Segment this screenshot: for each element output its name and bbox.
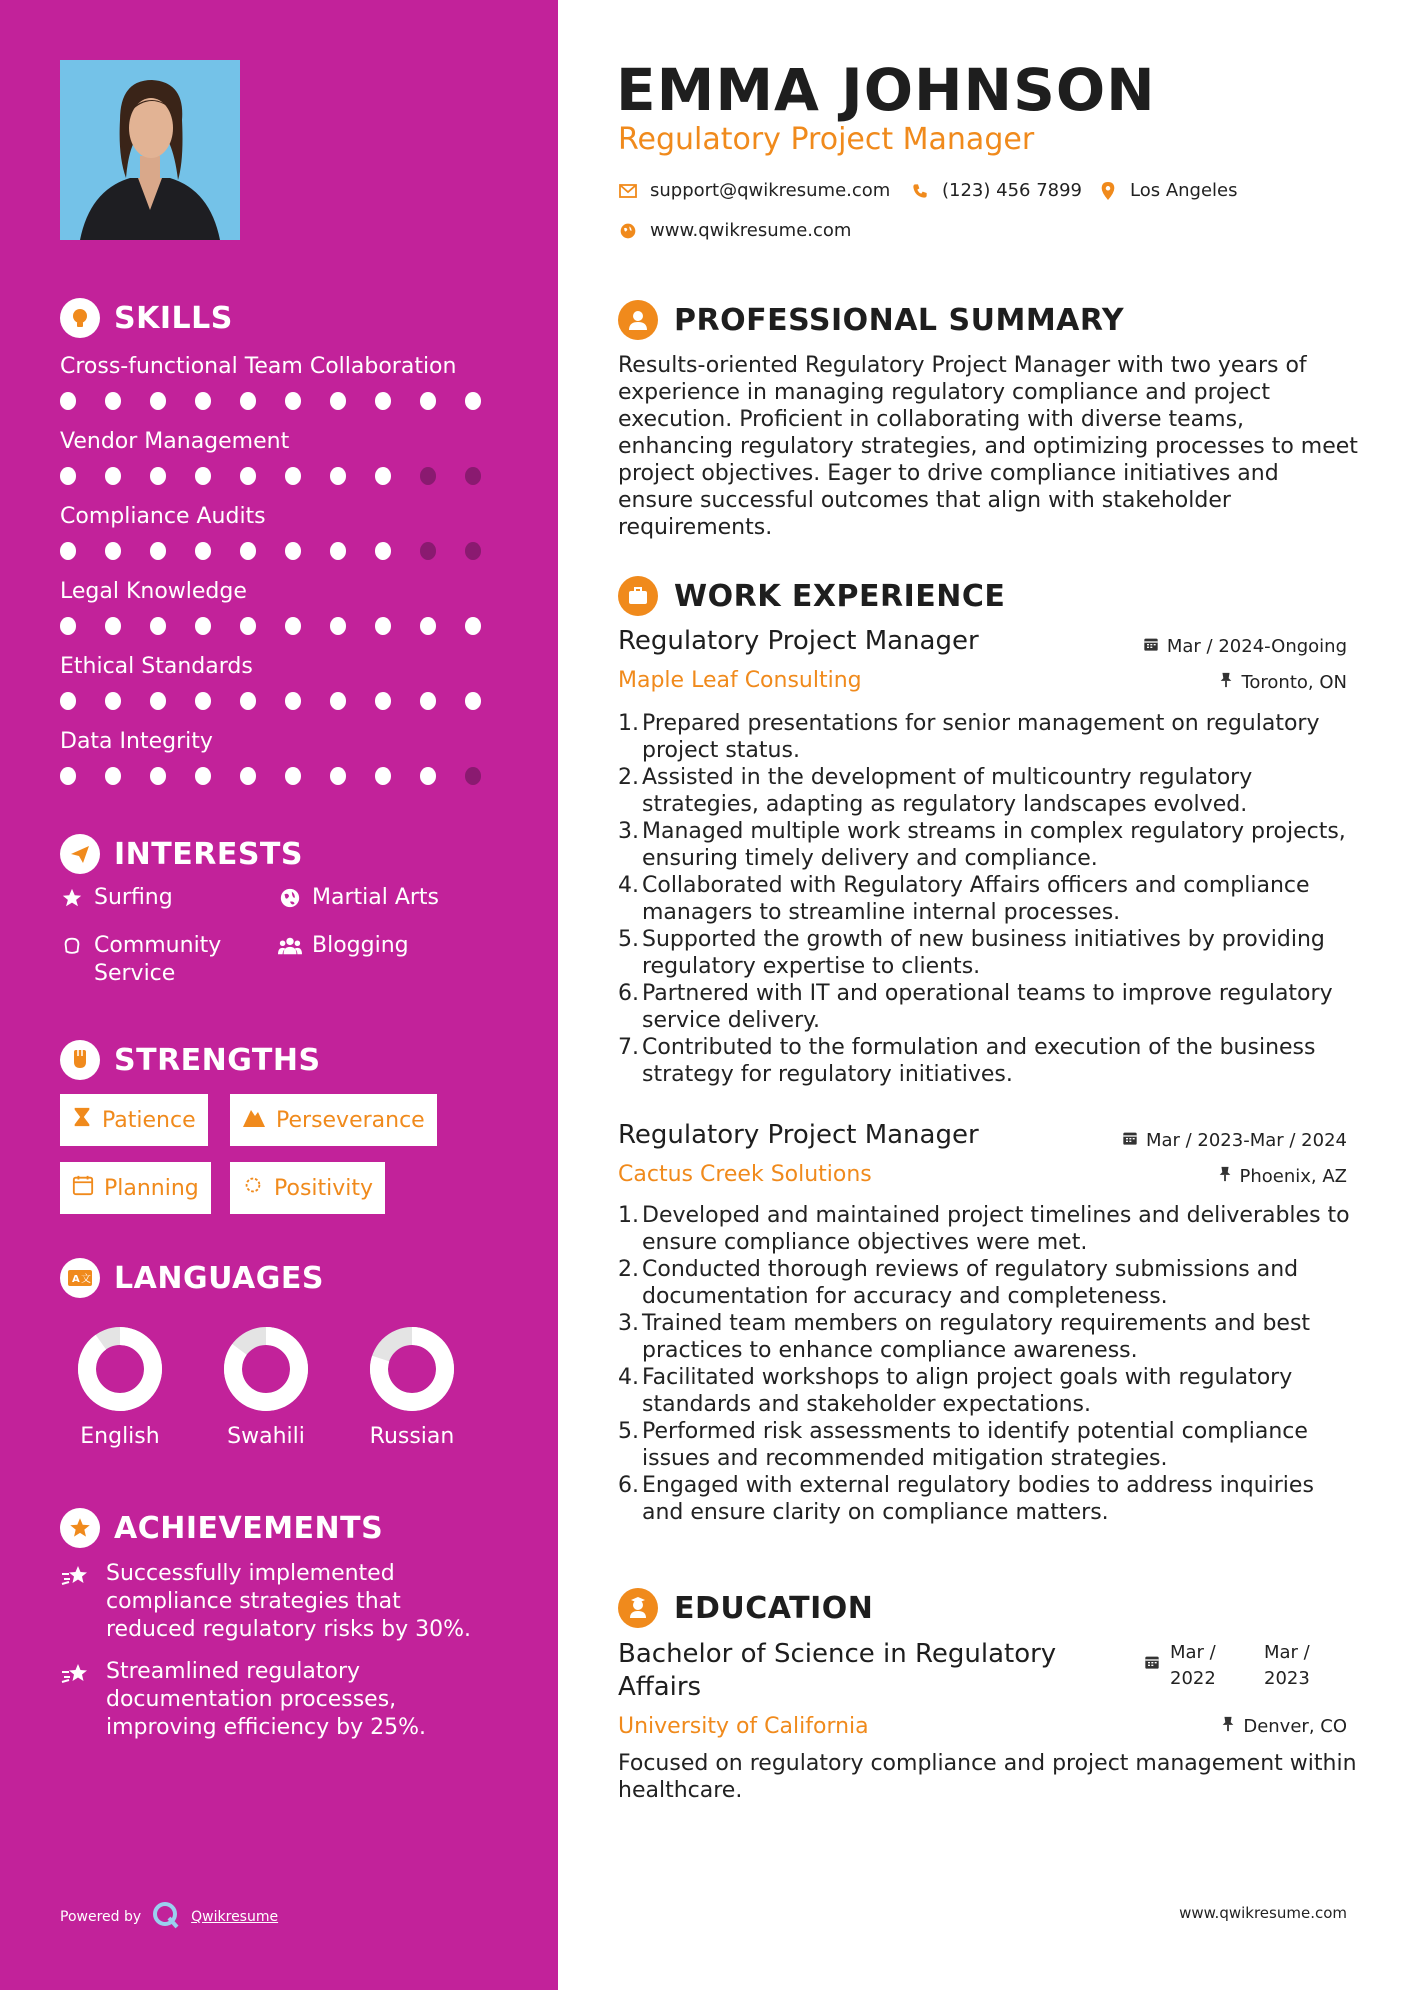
contact-phone[interactable]: (123) 456 7899 — [910, 180, 1082, 201]
rating-dot — [465, 542, 481, 560]
svg-text:文: 文 — [81, 1274, 91, 1285]
list-number: 1. — [618, 1203, 639, 1228]
rating-dot — [465, 392, 481, 410]
star-badge-icon — [60, 1508, 100, 1548]
list-number: 2. — [618, 1257, 639, 1282]
rating-dot — [150, 392, 166, 410]
list-text: Managed multiple work streams in complex regulatory projects, ensuring timely delivery and compliance. — [642, 819, 1346, 871]
language-level-ring — [367, 1324, 457, 1414]
rating-dot — [285, 467, 301, 485]
rating-dot — [105, 692, 121, 710]
briefcase-icon — [618, 576, 658, 616]
list-number: 4. — [618, 1365, 639, 1390]
list-number: 3. — [618, 819, 639, 844]
phone-icon — [910, 181, 930, 201]
rating-dot — [465, 767, 481, 785]
paper-plane-icon — [60, 834, 100, 874]
rating-dot — [285, 392, 301, 410]
education-location: Denver, CO — [1221, 1716, 1347, 1737]
skill-name: Ethical Standards — [60, 654, 253, 679]
rating-dot — [330, 542, 346, 560]
globe-icon — [278, 884, 302, 912]
fist-icon — [60, 1040, 100, 1080]
list-number: 4. — [618, 873, 639, 898]
language-level-ring — [75, 1324, 165, 1414]
language-item — [352, 1324, 472, 1449]
map-pin-icon — [1098, 181, 1118, 201]
list-number: 2. — [618, 765, 639, 790]
rating-dot — [465, 467, 481, 485]
job-location: Toronto, ON — [1219, 672, 1347, 693]
rating-dot — [195, 692, 211, 710]
list-item — [618, 1364, 1358, 1418]
rating-dot — [420, 692, 436, 710]
rating-dot — [105, 542, 121, 560]
list-item — [618, 980, 1358, 1034]
svg-text:A: A — [72, 1274, 80, 1285]
list-item — [618, 710, 1358, 764]
hand-icon — [60, 932, 84, 960]
list-text: Partnered with IT and operational teams to improve regulatory service delivery. — [642, 981, 1333, 1033]
skill-item — [60, 354, 510, 410]
rating-dot — [420, 467, 436, 485]
rating-dot — [105, 467, 121, 485]
rating-dot — [105, 767, 121, 785]
language-name: Russian — [369, 1424, 455, 1449]
sun-icon — [242, 1174, 264, 1202]
rating-dot — [375, 467, 391, 485]
skill-name: Compliance Audits — [60, 504, 266, 529]
skill-item — [60, 579, 510, 635]
brand-link[interactable]: Qwikresume — [191, 1909, 279, 1925]
education-description: Focused on regulatory compliance and project management within healthcare. — [618, 1751, 1357, 1803]
language-icon — [60, 1258, 100, 1298]
rating-dot — [375, 617, 391, 635]
contact-location: Los Angeles — [1098, 180, 1238, 201]
list-item — [618, 818, 1358, 872]
rating-dot — [195, 542, 211, 560]
rating-dot — [240, 692, 256, 710]
main-content — [558, 0, 1407, 1990]
skill-item — [60, 504, 510, 560]
education-heading: EDUCATION — [618, 1588, 873, 1628]
rating-dot — [375, 542, 391, 560]
skill-item — [60, 429, 510, 485]
summary-text: Results-oriented Regulatory Project Manager with two years of experience in managing regulatory compliance and project execution. Proficient in collaborating with diverse teams, enhancing regulatory strategies, and optimizing processes to meet project objectives. Eager to drive compliance initiatives and ensure successful outcomes that align with stakeholder requirements. — [618, 353, 1358, 540]
list-text: Assisted in the development of multicountry regulatory strategies, adapting as regulatory landscapes evolved. — [642, 765, 1253, 817]
shooting-star-icon — [60, 1560, 92, 1592]
skill-rating — [60, 692, 510, 710]
language-item — [206, 1324, 326, 1449]
job-dates: Mar / 2023-Mar / 2024 — [1122, 1130, 1347, 1151]
user-icon — [618, 300, 658, 340]
rating-dot — [465, 617, 481, 635]
interests-heading: INTERESTS — [60, 834, 303, 874]
skill-rating — [60, 617, 510, 635]
strengths-heading: STRENGTHS — [60, 1040, 321, 1080]
list-number: 5. — [618, 1419, 639, 1444]
rating-dot — [150, 767, 166, 785]
list-text: Engaged with external regulatory bodies to address inquiries and ensure clarity on compliance matters. — [642, 1473, 1314, 1525]
rating-dot — [60, 392, 76, 410]
list-number: 6. — [618, 1473, 639, 1498]
rating-dot — [285, 692, 301, 710]
skill-rating — [60, 467, 510, 485]
list-text: Collaborated with Regulatory Affairs officers and compliance managers to streamline internal processes. — [642, 873, 1310, 925]
strength-badge: Positivity — [230, 1162, 385, 1214]
footer-url[interactable]: www.qwikresume.com — [1179, 1904, 1347, 1922]
skill-rating — [60, 542, 510, 560]
degree-title: Bachelor of Science in Regulatory Affairs — [618, 1639, 1057, 1702]
contact-website[interactable]: www.qwikresume.com — [618, 220, 851, 241]
candidate-name: EMMA JOHNSON — [616, 56, 1156, 124]
contact-email[interactable]: support@qwikresume.com — [618, 180, 890, 201]
rating-dot — [105, 392, 121, 410]
star-icon — [60, 884, 84, 912]
envelope-icon — [618, 181, 638, 201]
pushpin-icon — [1218, 1166, 1232, 1187]
interest-item: Martial Arts — [278, 884, 439, 912]
list-text: Trained team members on regulatory requirements and best practices to enhance compliance awareness. — [642, 1311, 1311, 1363]
skill-name: Vendor Management — [60, 429, 290, 454]
list-text: Supported the growth of new business initiatives by providing regulatory expertise to clients. — [642, 927, 1325, 979]
job-responsibilities — [618, 1202, 1358, 1526]
list-item — [618, 1418, 1358, 1472]
rating-dot — [240, 617, 256, 635]
achievements-heading: ACHIEVEMENTS — [60, 1508, 383, 1548]
list-text: Facilitated workshops to align project goals with regulatory standards and stakeholder expectations. — [642, 1365, 1293, 1417]
rating-dot — [195, 467, 211, 485]
experience-heading: WORK EXPERIENCE — [618, 576, 1005, 616]
rating-dot — [105, 617, 121, 635]
skill-name: Cross-functional Team Collaboration — [60, 354, 457, 379]
summary-heading: PROFESSIONAL SUMMARY — [618, 300, 1124, 340]
strength-badge: Planning — [60, 1162, 211, 1214]
list-item — [618, 1202, 1358, 1256]
skill-name: Data Integrity — [60, 729, 213, 754]
rating-dot — [60, 767, 76, 785]
rating-dot — [375, 767, 391, 785]
rating-dot — [150, 692, 166, 710]
interest-item: Community Service — [60, 932, 260, 988]
rating-dot — [60, 467, 76, 485]
globe-icon — [618, 221, 638, 241]
job-dates: Mar / 2024-Ongoing — [1143, 636, 1347, 657]
list-text: Conducted thorough reviews of regulatory submissions and documentation for accuracy and completeness. — [642, 1257, 1299, 1309]
languages-heading: A 文 LANGUAGES — [60, 1258, 324, 1298]
skill-rating — [60, 392, 510, 410]
company-name: Maple Leaf Consulting — [618, 668, 862, 693]
lightbulb-icon — [60, 298, 100, 338]
rating-dot — [240, 467, 256, 485]
education-start: Mar / 2022 — [1170, 1642, 1216, 1689]
list-item — [618, 764, 1358, 818]
rating-dot — [420, 392, 436, 410]
graduate-icon — [618, 1588, 658, 1628]
language-level-ring — [221, 1324, 311, 1414]
candidate-role: Regulatory Project Manager — [618, 122, 1035, 157]
job-responsibilities — [618, 710, 1358, 1088]
skill-rating — [60, 767, 510, 785]
qwikresume-logo-icon — [151, 1900, 181, 1934]
shooting-star-icon — [60, 1658, 92, 1690]
pushpin-icon — [1221, 1716, 1235, 1737]
skills-heading: SKILLS — [60, 298, 233, 338]
list-text: Contributed to the formulation and execution of the business strategy for regulatory initiatives. — [642, 1035, 1316, 1087]
strength-badge: Patience — [60, 1094, 208, 1146]
list-text: Developed and maintained project timelines and deliverables to ensure compliance objectives were met. — [642, 1203, 1350, 1255]
language-name: Swahili — [227, 1424, 305, 1449]
skill-item — [60, 729, 510, 785]
list-item — [618, 1256, 1358, 1310]
company-name: Cactus Creek Solutions — [618, 1162, 872, 1187]
rating-dot — [420, 617, 436, 635]
rating-dot — [195, 392, 211, 410]
powered-by: Powered by Qwikresume — [60, 1900, 278, 1934]
rating-dot — [330, 467, 346, 485]
rating-dot — [285, 542, 301, 560]
rating-dot — [195, 617, 211, 635]
skill-name: Legal Knowledge — [60, 579, 247, 604]
list-number: 7. — [618, 1035, 639, 1060]
list-number: 3. — [618, 1311, 639, 1336]
rating-dot — [420, 767, 436, 785]
achievement-item: Successfully implemented compliance strategies that reduced regulatory risks by 30%. — [60, 1560, 480, 1644]
rating-dot — [285, 617, 301, 635]
list-number: 5. — [618, 927, 639, 952]
rating-dot — [330, 392, 346, 410]
ring-fill — [87, 1336, 153, 1402]
rating-dot — [465, 692, 481, 710]
language-name: English — [80, 1424, 160, 1449]
rating-dot — [375, 692, 391, 710]
calendar-icon — [1144, 1654, 1160, 1674]
mountain-icon — [242, 1106, 266, 1134]
list-text: Prepared presentations for senior management on regulatory project status. — [642, 711, 1320, 763]
language-item — [60, 1324, 180, 1449]
profile-photo — [60, 60, 240, 240]
rating-dot — [150, 542, 166, 560]
rating-dot — [240, 542, 256, 560]
list-item — [618, 1034, 1358, 1088]
achievement-item: Streamlined regulatory documentation processes, improving efficiency by 25%. — [60, 1658, 480, 1742]
calendar-icon — [72, 1174, 94, 1202]
rating-dot — [60, 542, 76, 560]
rating-dot — [195, 767, 211, 785]
interest-item: Blogging — [278, 932, 409, 960]
rating-dot — [330, 692, 346, 710]
list-item — [618, 1310, 1358, 1364]
strength-badge: Perseverance — [230, 1094, 437, 1146]
rating-dot — [420, 542, 436, 560]
calendar-icon — [1122, 1130, 1138, 1151]
hourglass-icon — [72, 1106, 92, 1134]
sidebar — [0, 0, 558, 1990]
rating-dot — [240, 392, 256, 410]
list-number: 1. — [618, 711, 639, 736]
list-text: Performed risk assessments to identify potential compliance issues and recommended mitigation strategies. — [642, 1419, 1308, 1471]
rating-dot — [150, 617, 166, 635]
calendar-icon — [1143, 636, 1159, 657]
rating-dot — [375, 392, 391, 410]
job-title: Regulatory Project Manager — [618, 626, 979, 656]
list-item — [618, 872, 1358, 926]
interest-item: Surfing — [60, 884, 173, 912]
list-number: 6. — [618, 981, 639, 1006]
users-icon — [278, 932, 302, 960]
list-item — [618, 926, 1358, 980]
education-end: Mar / 2023 — [1264, 1642, 1310, 1689]
list-item — [618, 1472, 1358, 1526]
job-location: Phoenix, AZ — [1218, 1166, 1348, 1187]
skill-item — [60, 654, 510, 710]
rating-dot — [60, 617, 76, 635]
rating-dot — [150, 467, 166, 485]
rating-dot — [285, 767, 301, 785]
pushpin-icon — [1219, 672, 1233, 693]
rating-dot — [240, 767, 256, 785]
rating-dot — [60, 692, 76, 710]
rating-dot — [330, 767, 346, 785]
rating-dot — [330, 617, 346, 635]
job-title: Regulatory Project Manager — [618, 1120, 979, 1150]
school-name: University of California — [618, 1714, 869, 1739]
